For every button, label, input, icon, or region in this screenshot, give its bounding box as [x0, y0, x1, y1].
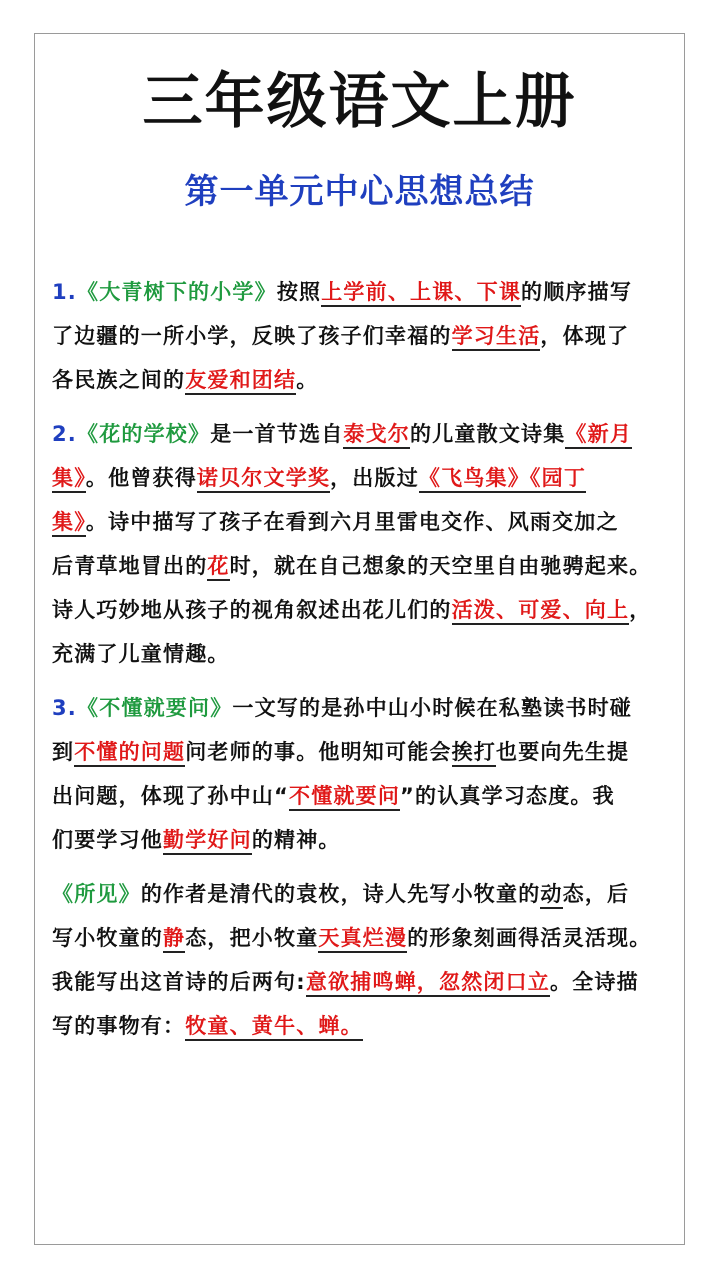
text: 写的事物有：	[52, 1014, 186, 1038]
text-line	[52, 916, 682, 960]
keyword: 上学前、上课、下课	[321, 280, 521, 307]
text: 到	[52, 740, 75, 764]
paragraph-2	[52, 412, 682, 676]
text: 的精神。	[251, 828, 341, 852]
text: 一文写的是孙中山小时候在私塾读书时碰	[232, 696, 633, 720]
keyword: 动	[540, 882, 562, 909]
book-title: 《所见》	[52, 882, 141, 906]
text-line	[52, 358, 682, 402]
keyword: 挨打	[452, 740, 496, 767]
text-line	[52, 818, 682, 862]
text: 充满了儿童情趣。	[52, 642, 230, 666]
text: 问老师的事。他明知可能会	[185, 740, 452, 764]
text-line	[52, 686, 682, 730]
text: 的形象刻画得活灵活现。	[407, 926, 652, 950]
keyword: 静	[163, 926, 185, 953]
text: 出问题，体现了孙中山“	[52, 784, 290, 808]
text: 们要学习他	[52, 828, 163, 852]
text: 是一首节选自	[210, 422, 344, 446]
text: 按照	[276, 280, 322, 304]
page-title: 三年级语文上册	[142, 67, 577, 137]
text: 。诗中描写了孩子在看到六月里雷电交作、风雨交加之	[85, 510, 619, 534]
text-line	[52, 632, 682, 676]
page-subtitle: 第一单元中心思想总结	[184, 172, 535, 212]
text-line	[52, 774, 682, 818]
text: 时，就在自己想象的天空里自由驰骋起来。	[229, 554, 652, 578]
text: ，	[629, 598, 652, 622]
text: 我能写出这首诗的后两句:	[52, 970, 306, 994]
keyword: 意欲捕鸣蝉，忽然闭口立	[306, 970, 550, 997]
item-number: 3.	[52, 696, 77, 720]
text: 的顺序描写	[521, 280, 633, 304]
text-line	[52, 500, 682, 544]
text: 了边疆的一所小学，反映了孩子们幸福的	[52, 324, 452, 348]
text: 后青草地冒出的	[52, 554, 208, 578]
keyword: 《新月	[565, 422, 632, 449]
text-line	[52, 960, 682, 1004]
text-line	[52, 270, 682, 314]
text: 。	[296, 368, 319, 392]
summary-content	[52, 270, 682, 1048]
keyword: 诺贝尔文学奖	[197, 466, 330, 493]
text-line	[52, 872, 682, 916]
text: 各民族之间的	[52, 368, 186, 392]
keyword: 不懂就要问	[289, 784, 400, 811]
keyword: 勤学好问	[163, 828, 252, 855]
text-line	[52, 588, 682, 632]
keyword: 天真烂漫	[318, 926, 407, 953]
text-line	[52, 456, 682, 500]
text: 。全诗描	[550, 970, 639, 994]
text: 态，后	[562, 882, 630, 906]
keyword: 泰戈尔	[343, 422, 410, 449]
text-line	[52, 730, 682, 774]
text: 。他曾获得	[85, 466, 197, 490]
text-line	[52, 544, 682, 588]
paragraph-1	[52, 270, 682, 402]
text: 诗人巧妙地从孩子的视角叙述出花儿们的	[52, 598, 452, 622]
keyword: 友爱和团结	[185, 368, 296, 395]
keyword: 花	[207, 554, 229, 581]
keyword: 集》	[52, 466, 86, 493]
text: ，体现了	[540, 324, 630, 348]
text: ，出版过	[330, 466, 419, 490]
text-line	[52, 1004, 682, 1048]
book-title: 《不懂就要问》	[77, 696, 233, 720]
text: ”的认真学习态度。我	[400, 784, 615, 808]
keyword: 《飞鸟集》《园丁	[419, 466, 586, 493]
keyword: 活泼、可爱、向上	[452, 598, 630, 625]
text: 的儿童散文诗集	[410, 422, 566, 446]
book-title: 《花的学校》	[77, 422, 211, 446]
book-title: 《大青树下的小学》	[77, 280, 277, 304]
item-number: 2.	[52, 422, 77, 446]
paragraph-4	[52, 872, 682, 1048]
paragraph-3	[52, 686, 682, 862]
text-line	[52, 412, 682, 456]
keyword: 不懂的问题	[74, 740, 185, 767]
item-number: 1.	[52, 280, 77, 304]
text: 的作者是清代的袁枚，诗人先写小牧童的	[140, 882, 541, 906]
keyword: 牧童、黄牛、蝉。	[185, 1014, 363, 1041]
text-line	[52, 314, 682, 358]
text: 态，把小牧童	[185, 926, 319, 950]
keyword: 学习生活	[452, 324, 541, 351]
keyword: 集》	[52, 510, 86, 537]
text: 也要向先生提	[496, 740, 630, 764]
text: 写小牧童的	[52, 926, 163, 950]
